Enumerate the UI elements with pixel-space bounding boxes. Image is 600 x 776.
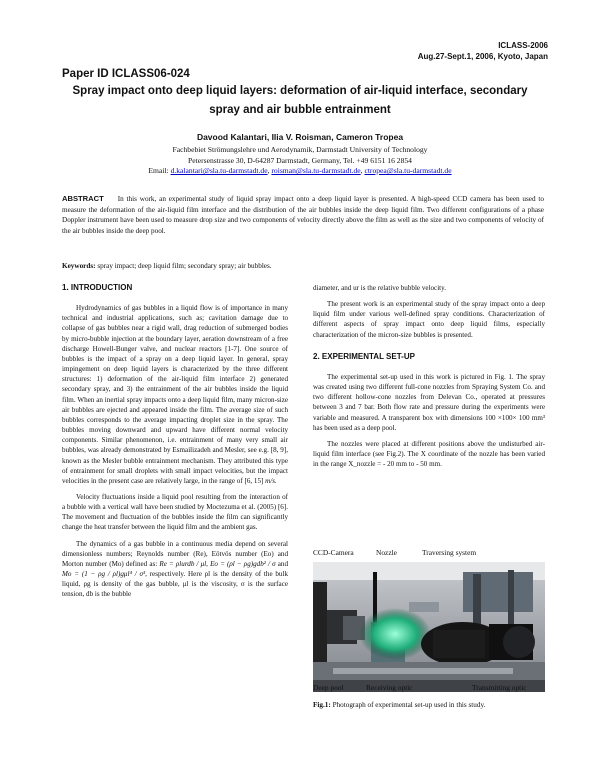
setup-paragraph-1: The experimental set-up used in this work is pictured in Fig. 1. The spray was created using two different full-cone nozzles from Spraying System Co. and two different hollow-cone nozzles from Delevan Co., operated at pressures between 3 and 7 bar. Both flow rate and pressure during the experiments were variable and measured. A transparent box with dimensions 100 ×100× 100 mm³ has been used as a deep pool. xyxy=(313,372,545,432)
label-receiving-optic: Receiving optic xyxy=(366,683,413,692)
experimental-setup-photo xyxy=(313,562,545,692)
present-work-paragraph: The present work is an experimental study of the spray impact onto a deep liquid film under various well-defined spray conditions. Characterization of different aspects of spray impact onto deep liquid films, especially characterization of the micron-size bubbles is presented. xyxy=(313,300,545,339)
intro-p1-text: Hydrodynamics of gas bubbles in a liquid flow is of importance in many technical and industrial applications, such as; cavitation damage due to collapse of gas bubbles near a rigid wall, drag reduction of submerged bodies by micro-bubble injection at the boundary layer, aeration downstream of a free discharge Howell-Bunger valve, and nuclear reactors [1-7]. One source of bubbles is the impact of a spray on a deep liquid layer. In general, spray impingement on deep liquid layers is characterized by the three different structures: 1) deformation of the air-liquid film interface 2) generated secondary spray, and 3) the entrainment of the air bubbles inside the liquid film. When an inertial spray impacts onto a deep liquid film, many micron-size air bubbles are ejected and appeared inside the film. The average size of such bubbles corresponds to the average impacting droplet size in the spray. The bubbles moving downward and upward have different normal velocity components. Similar phenomenon, i.e. entrainment of many very small air bubbles, was already demonstrated by Esmailizadeh and Mesler, see e.g. [8, 9], known as the Mesler bubble entrainment mechanism. They attributed this type of entrainment for small droplets with small impact velocities, but the impact velocities in the present case are relatively large, in the range of xyxy=(62,304,288,485)
label-traversing-system: Traversing system xyxy=(422,548,477,557)
intro-paragraph-2: Velocity fluctuations inside a liquid pool resulting from the interaction of a bubble with a vertical wall have been studied by Moctezuma et al. (2005) [6]. The movement and fluctuation of the bubbles inside the film can significantly change the heat transfer between the liquid film and the ambient gas. xyxy=(62,492,288,532)
right-continuation: diameter, and ur is the relative bubble velocity. xyxy=(313,284,447,292)
caption-label: Fig.1: xyxy=(313,701,331,709)
authors: Davood Kalantari, Ilia V. Roisman, Cameron Tropea xyxy=(196,132,404,142)
intro-paragraph-3: The dynamics of a gas bubble in a continuous media depend on several dimensionless numbers; Reynolds number (Re), Eötvös number (Eo) and Morton number (Mo) defined as: Re = ρlurdb / μl, Eo = (ρl − ρg)gdb² / σ and Mo = (1 − ρg / ρl)gμl⁴ / σ³, respectively. Here ρl is the density of the bulk liquid, ρg is density of the gas bubble, μl is the viscosity, σ is the surface tension, db is the bubble xyxy=(62,539,288,599)
equation-reynolds: Re = ρlurdb / μl xyxy=(159,559,207,568)
affiliation-line-1: Fachbebiet Strömungslehre und Aerodynamik, Darmstadt University of Technology xyxy=(172,145,428,154)
paper-id: Paper ID ICLASS06-024 xyxy=(62,68,190,80)
keywords-label: Keywords: xyxy=(62,262,96,270)
velocity-unit: m/s. xyxy=(265,476,277,485)
caption-text: Photograph of experimental set-up used in this study. xyxy=(332,701,486,709)
conference-date: Aug.27-Sept.1, 2006, Kyoto, Japan xyxy=(417,52,548,61)
email-separator: , xyxy=(360,166,365,175)
title-line-1: Spray impact onto deep liquid layers: deformation of air-liquid interface, secondary xyxy=(72,85,528,97)
abstract-label: ABSTRACT xyxy=(62,194,104,203)
abstract xyxy=(62,194,544,236)
affiliation-line-2: Petersenstrasse 30, D-64287 Darmstadt, Germany, Tel. +49 6151 16 2854 xyxy=(188,155,412,165)
equation-morton: Mo = (1 − ρg / ρl)gμl⁴ / σ³ xyxy=(62,570,146,579)
intro-and: and xyxy=(277,559,288,568)
label-ccd-camera: CCD-Camera xyxy=(313,548,354,557)
setup-paragraph-2: The nozzles were placed at different positions above the undisturbed air-liquid film interface (see Fig.2). The X coordinate of the nozzle has been varied in the range X_nozzle = - 20 mm to - 50 mm. xyxy=(313,439,545,469)
intro-p3-mid: , respectively. Here ρl is the density of the bulk liquid, ρg is density of the gas bubble, μl is the viscosity, σ is the surface tension, db is the bubble xyxy=(62,570,288,599)
label-deep-pool: Deep pool xyxy=(313,683,344,692)
affiliation xyxy=(40,145,560,177)
abstract-text: In this work, an experimental study of liquid spray impact onto a deep liquid layer is presented. A high-speed CCD camera has been used to measure the deformation of the air-liquid film interface and the distribution of the air bubbles inside the deep liquid film. Two different configurations of a phase Doppler instrument have been used to measure drop size and two components of velocity directly above the film as well as the size and two components of velocity of the air bubbles inside the deep pool. xyxy=(62,195,544,235)
paper-title xyxy=(40,82,560,120)
label-nozzle: Nozzle xyxy=(376,548,397,557)
intro-paragraph-1 xyxy=(62,303,288,486)
keywords xyxy=(62,262,272,270)
section-heading-setup: 2. EXPERIMENTAL SET-UP xyxy=(313,351,415,361)
label-transmitting-optic: Transmitting optic xyxy=(472,683,527,692)
equation-eotvos: Eo = (ρl − ρg)gdb² / σ xyxy=(210,559,276,568)
email-separator: , xyxy=(267,166,272,175)
email-line xyxy=(40,166,560,177)
impact-velocity-range: [6, 15] xyxy=(244,476,264,485)
figure-caption xyxy=(313,701,485,709)
conference-name: ICLASS-2006 xyxy=(498,41,548,50)
left-column xyxy=(62,283,288,606)
email-link-roisman[interactable]: roisman@sla.tu-darmstadt.de xyxy=(271,166,361,175)
intro-p3-start: The dynamics of a gas bubble in a continuous media depend on several dimensionless numbers; Reynolds number (Re), Eötvös number (Eo) and Morton number (Mo) defined as: xyxy=(62,539,288,568)
email-label: Email: xyxy=(148,166,169,175)
email-link-kalantari[interactable]: d.kalantari@sla.tu-darmstadt.de xyxy=(170,166,268,175)
email-link-tropea[interactable]: ctropea@sla.tu-darmstadt.de xyxy=(364,166,452,175)
section-heading-introduction: 1. INTRODUCTION xyxy=(62,283,133,292)
keywords-text: spray impact; deep liquid film; secondary spray; air bubbles. xyxy=(97,262,272,270)
title-line-2: spray and air bubble entrainment xyxy=(209,104,391,116)
right-column xyxy=(313,283,545,475)
conference-info xyxy=(418,40,548,62)
